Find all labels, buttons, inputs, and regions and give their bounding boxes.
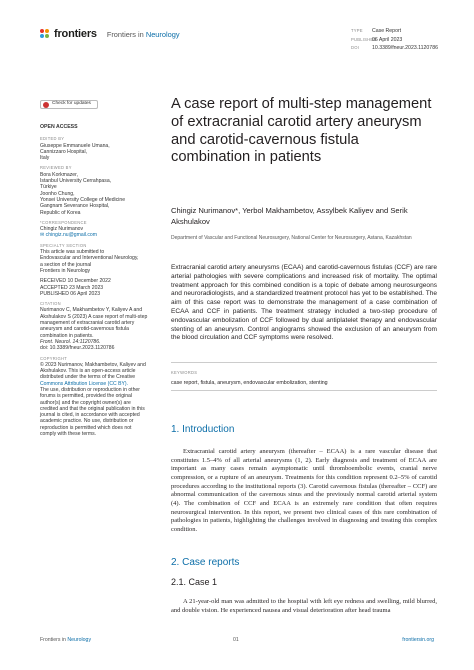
correspondence-section: *CORRESPONDENCE Chingiz Nurimanov ✉ chingiz.nu@gmail.com	[40, 220, 158, 239]
check-updates-button[interactable]: Check for updates	[40, 100, 98, 109]
footer-journal-link[interactable]: Frontiers in Neurology	[40, 637, 92, 643]
keywords-divider-bottom	[171, 390, 437, 391]
case-1-heading: 2.1. Case 1	[171, 577, 218, 587]
logo-text: frontiers	[54, 28, 97, 40]
correspondence-email-link[interactable]: ✉ chingiz.nu@gmail.com	[40, 232, 98, 239]
dates-section: RECEIVED 10 December 2022 ACCEPTED 23 March 2023 PUBLISHED 06 April 2023	[40, 278, 111, 297]
case-reports-heading: 2. Case reports	[171, 557, 240, 568]
introduction-heading: 1. Introduction	[171, 424, 235, 435]
frontiers-logo[interactable]	[40, 28, 180, 40]
specialty-section: SPECIALTY SECTION This article was submitted to Endovascular and Interventional Neurology, a section of the journal Frontiers in Neurology	[40, 242, 139, 274]
meta-published: PUBLISHED06 April 2023	[351, 36, 403, 43]
page-header	[0, 0, 474, 58]
keywords-list: case report, fistula, aneurysm, endovascular embolization, stenting	[171, 380, 328, 386]
introduction-text: Extracranial carotid artery aneurysm (thereafter – ECAA) is a rare vascular disease that constitutes 1.5–4% of all arterial aneurysms (1, 2). Early diagnosis and treatment of ECAA are important as many cases remain asymptomatic until thromboembolic events, cranial nerve compression, or a rupture of an aneurysm. Treatments for this condition represent 0.2–5% of carotid procedures according to the institutional reports (3). Carotid cavernous fistulas (thereafter – CCF) are abnormal communication of the cavernous sinus and the previously normal carotid arterial system (4). The combination of CCF and ECAA is an extremely rare condition that often requires neurosurgical intervention. In this report, we present two clinical cases of this rare combination of pathologies in patients, highlighting the challenges involved in diagnosing and treating this complex condition.	[171, 448, 437, 533]
citation-doi-link[interactable]: doi: 10.3389/fneur.2023.1120786	[40, 345, 115, 352]
page-number: 01	[233, 637, 239, 643]
keywords-heading: KEYWORDS	[171, 370, 198, 375]
meta-type: TYPE Case Report	[351, 28, 402, 34]
copyright-section: COPYRIGHT © 2023 Nurimanov, Makhambetov, Kaliyev and Akshulakov. This is an open-access article distributed under the terms of the Creative Commons Attribution License (CC BY). The use, distribution or reproduction in other forums is permitted, provided the original author(s) and the copyright owner(s) are credited and that the original publication in this journal is cited, in accordance with accepted academic practice. No use, distribution or reproduction is permitted which does not comply with these terms.	[40, 356, 158, 438]
article-title: A case report of multi-step management of extracranial carotid artery aneurysm and carotid-cavernous fistula combination in patients	[171, 96, 432, 166]
cc-by-license-link[interactable]: Commons Attribution License (CC BY).	[40, 380, 129, 387]
author-affiliation: Department of Vascular and Functional Neurosurgery, National Center for Neurosurgery, Astana, Kazakhstan	[171, 235, 412, 241]
article-authors: Chingiz Nurimanov*, Yerbol Makhambetov, Assylbek Kaliyev and Serik Akshulakov	[171, 206, 408, 226]
article-sidebar	[40, 100, 158, 440]
footer-site-link[interactable]: frontiersin.org	[402, 637, 434, 643]
citation-section: CITATION Nurimanov C, Makhambetov Y, Kaliyev A and Akshulakov S (2023) A case report of multi-step management of extracranial carotid artery aneurysm and carotid-cavernous fistula combination in patients. Front. Neurol. 14:1120786. doi: 10.3389/fneur.2023.1120786	[40, 301, 158, 351]
meta-doi[interactable]: DOI 10.3389/fneur.2023.1120786	[351, 45, 438, 52]
abstract: Extracranial carotid artery aneurysms (ECAA) and carotid-cavernous fistulas (CCF) are rare arterial pathologies with severe complications and increased risk of mortality. The optimal treatment approach for this combined condition is a topic of debate among neurosurgeons and neuroradiologists, and a standardized treatment protocol has yet to be established. The aim of this case report was to demonstrate the management of a case combination of ECAA and CCF in patients. The treatment strategy included a two-step procedure of endovascular embolization of CCF followed by dual antiplatelet therapy and endovascular stenting of an aneurysm. Control angiograms showed the exclusion of an aneurysm from the blood circulation and CCF symptoms were resolved.	[171, 264, 437, 342]
article-meta	[351, 27, 438, 53]
journal-name[interactable]: Frontiers in Neurology	[106, 29, 180, 39]
open-access-label: OPEN ACCESS	[40, 124, 78, 130]
keywords-divider-top	[171, 362, 437, 363]
case-1-text: A 21-year-old man was admitted to the hospital with left eye redness and swelling, mild blurred, and double vision. He experienced nausea and visual deterioration after head trauma	[171, 598, 437, 614]
frontiers-logo-icon	[40, 29, 51, 40]
check-updates-icon	[43, 102, 49, 108]
reviewed-by-section: REVIEWED BY Bora Korkmazer, Istanbul University Cerrahpasa, Türkiye Joonho Chung, Yonsei University College of Medicine Gangnam Severance Hospital, Republic of Korea	[40, 165, 126, 216]
edited-by-section: EDITED BY Giuseppe Emmanuele Umana, Cannizzaro Hospital, Italy	[40, 136, 110, 162]
